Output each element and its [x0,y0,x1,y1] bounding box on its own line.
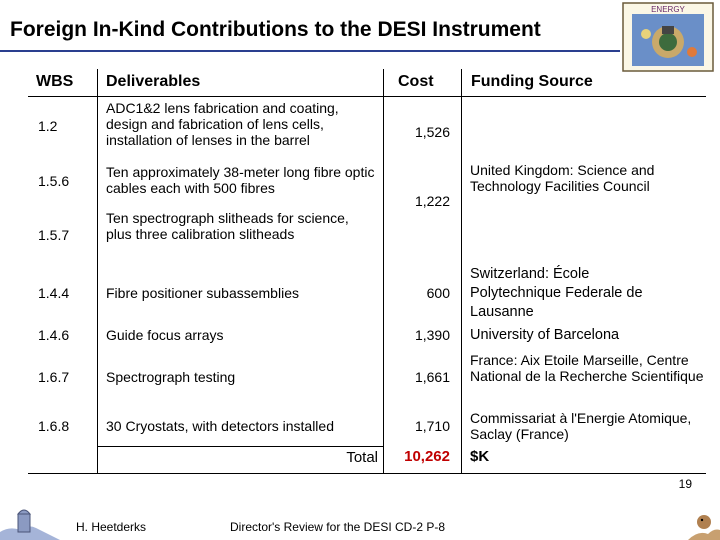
wbs-cell: 1.6.8 [38,418,70,434]
table-bottom-rule [28,473,706,474]
header-funding-source: Funding Source [471,73,593,90]
slide-title: Foreign In-Kind Contributions to the DESI Instrument [10,18,541,41]
footer-event: Director's Review for the DESI CD-2 P-8 [230,520,446,534]
header-deliverables: Deliverables [106,73,201,90]
cost-cell: 1,526 [414,124,450,140]
wbs-cell: 1.4.6 [38,327,70,343]
table-col-rule [461,69,462,474]
deliverable-cell: 30 Cryostats, with detectors installed [106,418,334,434]
deliverable-cell: Spectrograph testing [106,369,236,385]
table-header-rule [28,96,706,97]
total-top-rule [97,446,383,447]
total-label: Total [346,449,378,466]
deliverable-cell: ADC1&2 lens fabrication and coating, design and fabrication of lens cells, installation of lenses in the barrel [106,100,339,148]
wbs-cell: 1.5.7 [38,227,70,243]
title-rule [0,50,620,52]
total-value: 10,262 [404,448,450,465]
wbs-cell: 1.2 [38,118,58,134]
funding-source-cell: University of Barcelona [470,327,620,343]
cost-cell: 600 [426,285,450,301]
cost-cell: 1,222 [414,193,450,209]
table-col-rule [383,69,384,474]
wbs-cell: 1.5.6 [38,173,70,189]
funding-source-cell: Switzerland: École Polytechnique Federale de Lausanne [470,266,643,320]
units-label: $K [470,448,490,465]
energy-seal-logo [622,2,714,72]
header-cost: Cost [398,73,434,90]
deliverable-cell: Ten approximately 38-meter long fibre optic cables each with 500 fibres [106,164,375,196]
wbs-cell: 1.4.4 [38,285,70,301]
logo-text: ENERGY [651,5,685,14]
deliverable-cell: Fibre positioner subassemblies [106,285,299,301]
funding-source-cell: United Kingdom: Science and Technology Facilities Council [470,162,655,194]
funding-source-cell: France: Aix Etoile Marseille, Centre National de la Recherche Scientifique [470,352,704,384]
cost-cell: 1,661 [414,369,450,385]
footer-author: H. Heetderks [76,520,147,534]
page-number: 19 [678,477,692,491]
table-col-rule [97,69,98,474]
header-wbs: WBS [36,73,74,90]
deliverable-cell: Ten spectrograph slitheads for science, plus three calibration slitheads [106,210,349,242]
mascot-icon [688,500,720,540]
wbs-cell: 1.6.7 [38,369,70,385]
cost-cell: 1,390 [414,327,450,343]
deliverable-cell: Guide focus arrays [106,327,224,343]
funding-source-cell: Commissariat à l'Energie Atomique, Saclay (France) [470,410,692,442]
cost-cell: 1,710 [414,418,450,434]
observatory-icon [0,500,60,540]
